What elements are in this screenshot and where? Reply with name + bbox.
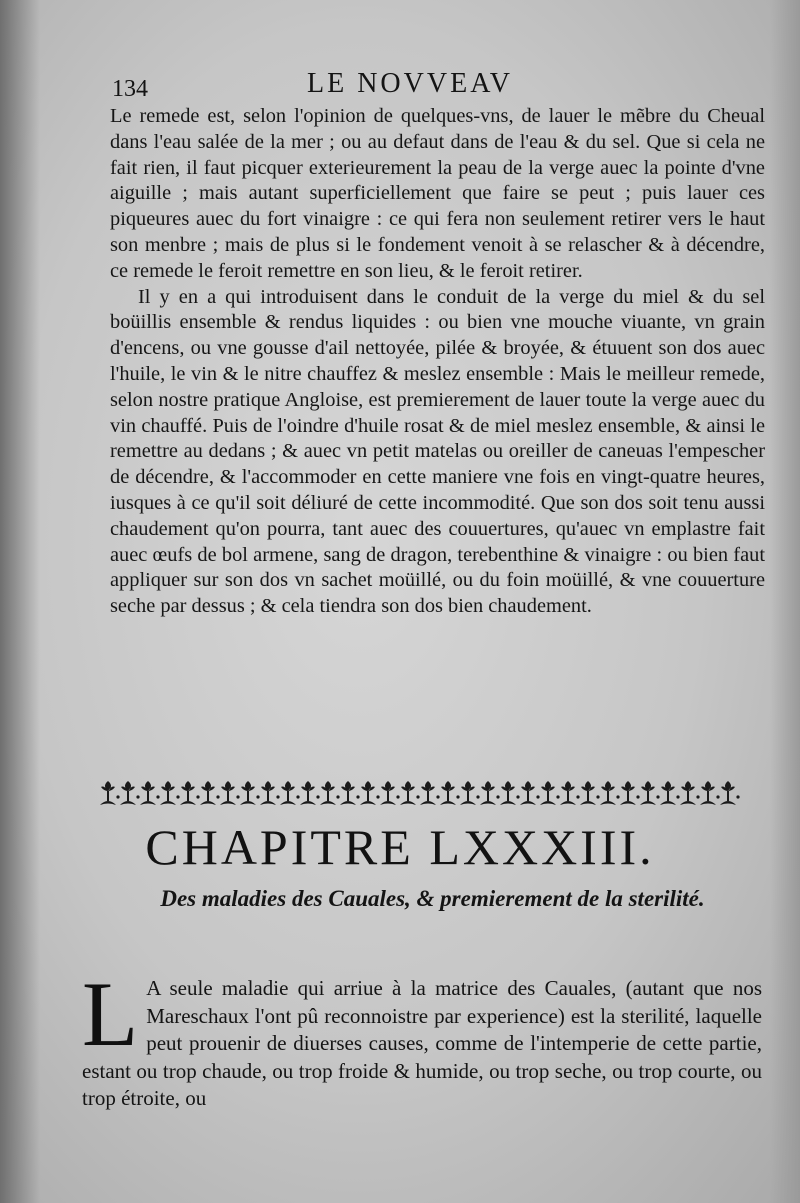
fleuron-ornament	[620, 781, 640, 805]
chapter-title: CHAPITRE LXXXIII.	[145, 819, 655, 875]
fleuron-ornament	[220, 781, 240, 805]
fleuron-ornament	[200, 781, 220, 805]
page-number: 134	[112, 76, 148, 102]
fleuron-ornament	[600, 781, 620, 805]
fleuron-ornament	[700, 781, 720, 805]
chapter-paragraph: A seule maladie qui arriue à la matrice des Cauales, (autant que nos Mareschaux l'ont pû reconnoistre par experience) est la sterilité, laquelle peut prouenir de diuerses causes, comme de l'intemperie de cette partie, estant ou trop chaude, ou trop froide & humide, ou trop seche, ou trop courte, ou trop étroite, ou	[82, 976, 762, 1110]
page-edge-shadow	[770, 0, 800, 1203]
ornament-band	[100, 775, 750, 813]
paragraph-introduisent: Il y en a qui introduisent dans le conduit de la verge du miel & du sel boüillis ensemble & rendus liquides : ou bien vne mouche viuante, vn grain d'encens, ou vne gousse d'ail nettoyée, pilée & broyée, & étuuent son dos auec l'huile, le vin & le nitre chauffez & meslez ensemble : Mais le meilleur remede, selon nostre pratique Angloise, est premierement de lauer toute la verge auec du vin chauffé. Puis de l'oindre d'huile rosat & de miel meslez ensemble, & ainsi le remettre au dedans ; & auec vn petit matelas ou oreiller de caneuas l'empescher de décendre, & l'accommoder en cette maniere vne fois en vingt-quatre heures, iusques à ce qu'il soit déliuré de cette incommodité. Que son dos soit tenu aussi chaudement qu'on pourra, tant auec des couuertures, qu'auec vn emplastre fait auec œufs de bol armene, sang de dragon, terebenthine & vinaigre : ou bien faut appliquer sur son dos vn sachet moüillé, ou du foin moüillé, & vne couuerture seche par dessus ; & cela tiendra son dos bien chaudement.	[110, 285, 765, 618]
chapter-body	[82, 963, 762, 1113]
fleuron-ornament	[720, 781, 740, 805]
fleuron-ornament	[160, 781, 180, 805]
page-gutter-shadow	[0, 0, 40, 1203]
fleuron-ornament	[540, 781, 560, 805]
fleuron-ornament	[340, 781, 360, 805]
fleuron-ornament	[260, 781, 280, 805]
fleuron-ornament	[140, 781, 160, 805]
fleuron-ornament	[520, 781, 540, 805]
fleuron-ornament	[580, 781, 600, 805]
fleuron-ornament	[640, 781, 660, 805]
page-header	[112, 66, 772, 106]
fleuron-ornament	[300, 781, 320, 805]
fleuron-ornament	[280, 781, 300, 805]
fleuron-ornament	[500, 781, 520, 805]
fleuron-ornament	[360, 781, 380, 805]
fleuron-ornament	[120, 781, 140, 805]
body-text	[110, 104, 765, 620]
fleuron-ornament	[100, 781, 120, 805]
running-title: LE NOVVEAV	[307, 68, 514, 99]
fleuron-ornament	[400, 781, 420, 805]
drop-cap: L	[82, 963, 139, 1065]
fleuron-ornament	[560, 781, 580, 805]
fleuron-ornament	[240, 781, 260, 805]
fleuron-ornament	[680, 781, 700, 805]
fleuron-ornament	[660, 781, 680, 805]
fleuron-ornament	[380, 781, 400, 805]
paragraph-remede: Le remede est, selon l'opinion de quelques-vns, de lauer le mẽbre du Cheual dans l'eau salée de la mer ; ou au defaut dans de l'eau & du sel. Que si cela ne fait rien, il faut picquer exterieurement la peau de la verge auec la pointe d'vne aiguille ; mais autant superficiellement que faire se peut ; puis lauer ces piqueures auec du fort vinaigre : ce qui fera non seulement retirer vers le haut son menbre ; mais de plus si le fondement venoit à se relascher & à décendre, ce remede le feroit remettre en son lieu, & le feroit retirer.	[110, 105, 765, 282]
fleuron-ornament	[460, 781, 480, 805]
fleuron-ornament	[440, 781, 460, 805]
fleuron-ornament	[480, 781, 500, 805]
chapter-subtitle: Des maladies des Cauales, & premierement de la sterilité.	[160, 886, 705, 911]
fleuron-ornament	[420, 781, 440, 805]
fleuron-ornament	[180, 781, 200, 805]
fleuron-ornament	[320, 781, 340, 805]
